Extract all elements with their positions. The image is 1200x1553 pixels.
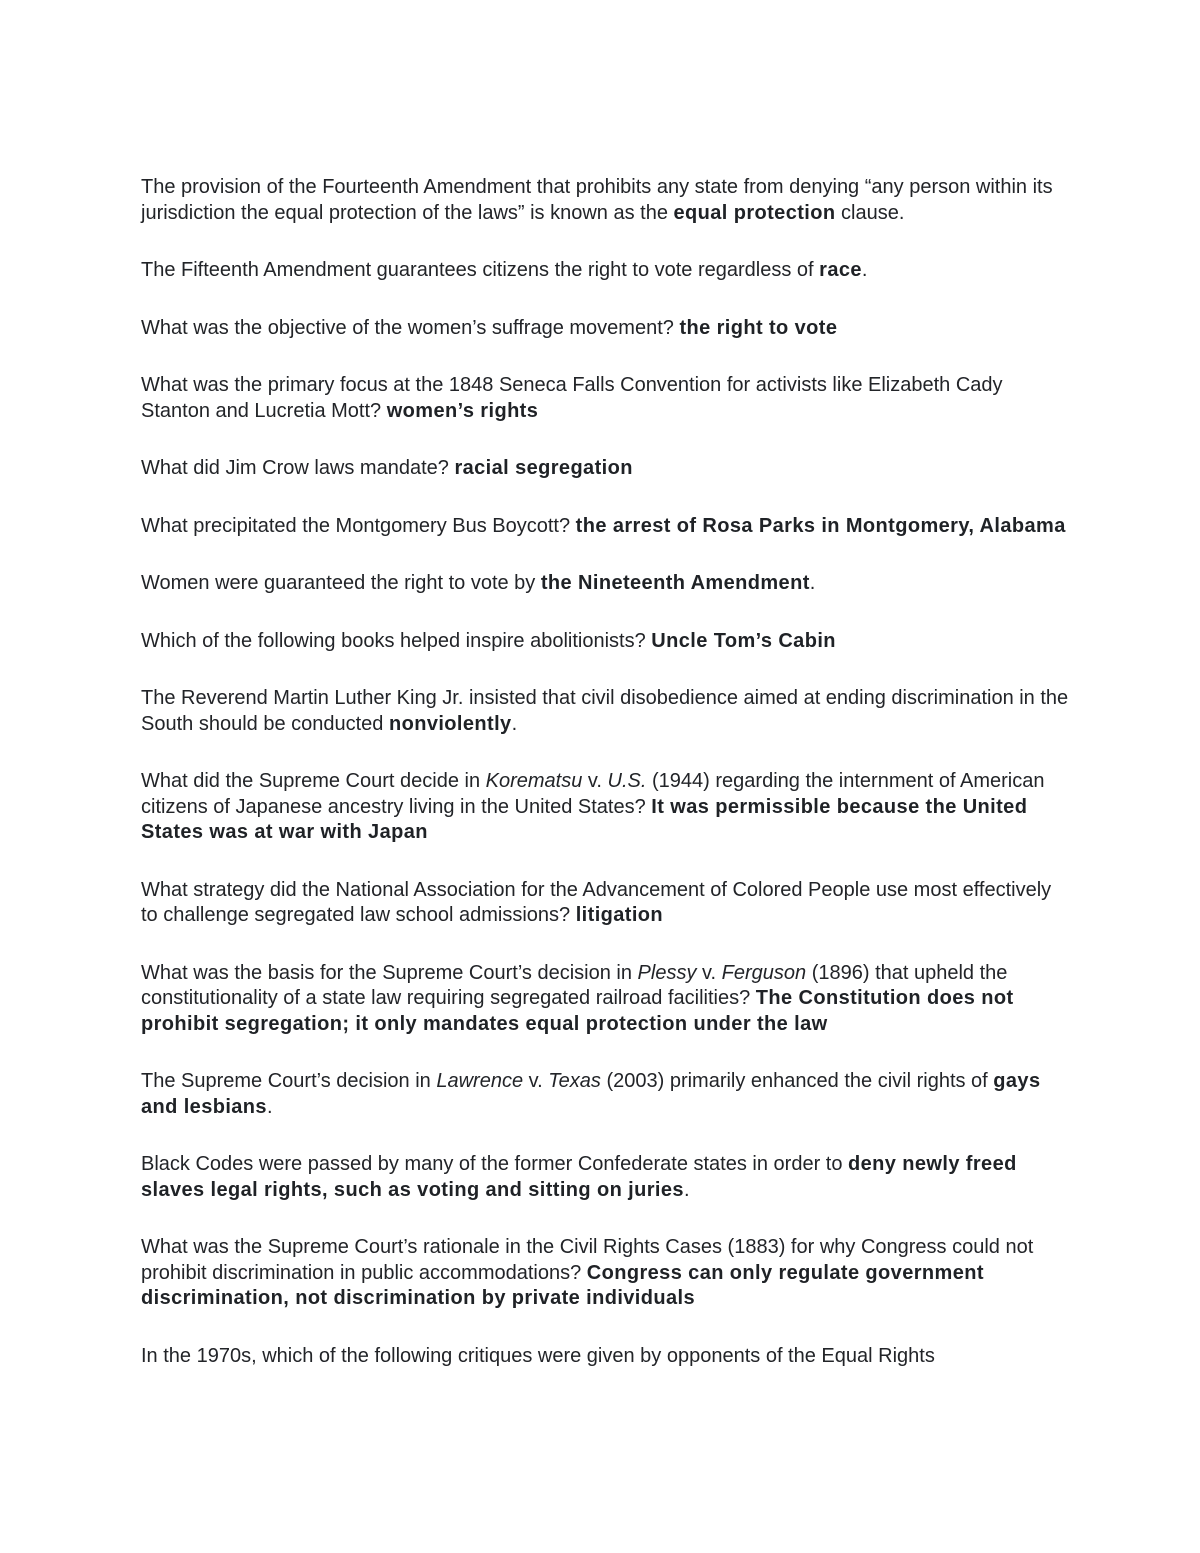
answer-text: nonviolently xyxy=(388,712,512,735)
text-run: Black Codes were passed by many of the former Confederate states in order to xyxy=(141,1153,849,1175)
paragraph-black-codes xyxy=(141,1152,1071,1203)
text-run: clause. xyxy=(835,201,905,224)
text-run: . xyxy=(266,1095,273,1118)
text-run: The Supreme Court’s decision in xyxy=(141,1070,437,1092)
text-run: . xyxy=(511,712,518,735)
paragraph-fourteenth-amendment xyxy=(141,175,1071,226)
text-run: What was the objective of the women’s suffrage movement? xyxy=(141,316,680,339)
case-name: Texas xyxy=(548,1070,601,1092)
text-run: What strategy did the National Association for the Advancement of Colored People use most effectively to challenge segregated law school admissions? xyxy=(141,878,1052,926)
document-page xyxy=(141,175,1071,1401)
text-run: . xyxy=(809,572,816,594)
answer-text: Uncle Tom’s Cabin xyxy=(651,629,836,652)
answer-text: equal protection xyxy=(673,201,836,224)
paragraph-montgomery-boycott xyxy=(141,514,1071,540)
paragraph-nineteenth-amendment xyxy=(141,571,1071,597)
text-run: v. xyxy=(582,770,608,792)
text-run: . xyxy=(683,1178,690,1201)
answer-text: litigation xyxy=(575,904,664,926)
paragraph-seneca-falls xyxy=(141,373,1071,424)
paragraph-civil-rights-cases xyxy=(141,1235,1071,1312)
answer-text: Congress can only regulate government discrimination, not discrimination by private individuals xyxy=(141,1261,984,1309)
paragraph-fifteenth-amendment xyxy=(141,258,1071,284)
paragraph-lawrence xyxy=(141,1069,1071,1120)
answer-text: gays and lesbians xyxy=(141,1070,1041,1118)
text-run: What was the basis for the Supreme Court’s decision in xyxy=(141,961,638,984)
paragraph-abolitionist-books xyxy=(141,629,1071,655)
answer-text: The Constitution does not prohibit segregation; it only mandates equal protection under the law xyxy=(141,987,1014,1035)
case-name: Ferguson xyxy=(721,961,807,984)
text-run: The Reverend Martin Luther King Jr. insisted that civil disobedience aimed at ending discrimination in the South should be conducted xyxy=(141,687,1069,735)
answer-text: race xyxy=(819,259,862,281)
paragraph-naacp-strategy xyxy=(141,878,1071,929)
text-run: (1896) that upheld the constitutionality of a state law requiring segregated railroad facilities? xyxy=(141,961,1008,1009)
answer-text: the arrest of Rosa Parks in Montgomery, Alabama xyxy=(575,514,1066,537)
text-run: What did Jim Crow laws mandate? xyxy=(141,457,455,479)
text-run: (2003) primarily enhanced the civil rights of xyxy=(600,1070,994,1092)
paragraph-plessy xyxy=(141,961,1071,1038)
text-run: What precipitated the Montgomery Bus Boycott? xyxy=(141,514,576,537)
paragraph-mlk-nonviolence xyxy=(141,686,1071,737)
answer-text: women’s rights xyxy=(386,399,539,422)
text-run: The Fifteenth Amendment guarantees citizens the right to vote regardless of xyxy=(141,259,820,281)
paragraph-jim-crow xyxy=(141,456,1071,482)
text-run: What was the primary focus at the 1848 Seneca Falls Convention for activists like Elizabeth Cady Stanton and Lucretia Mott? xyxy=(141,374,1003,422)
case-name: Plessy xyxy=(637,961,697,984)
text-run: Women were guaranteed the right to vote by xyxy=(141,572,541,594)
paragraph-korematsu xyxy=(141,769,1071,846)
text-run: What was the Supreme Court’s rationale in the Civil Rights Cases (1883) for why Congress could not prohibit discrimination in public accommodations? xyxy=(141,1236,1034,1284)
answer-text: racial segregation xyxy=(454,457,633,479)
answer-text: deny newly freed slaves legal rights, such as voting and sitting on juries xyxy=(141,1153,1017,1201)
text-run: The provision of the Fourteenth Amendment that prohibits any state from denying “any person within its jurisdiction the equal protection of the laws” is known as the xyxy=(141,176,1053,224)
paragraph-suffrage-movement xyxy=(141,316,1071,342)
text-run: v. xyxy=(523,1070,549,1092)
paragraph-equal-rights-amendment xyxy=(141,1344,1071,1370)
case-name: U.S. xyxy=(607,770,647,792)
case-name: Lawrence xyxy=(436,1070,524,1092)
text-run: In the 1970s, which of the following critiques were given by opponents of the Equal Rights xyxy=(141,1344,935,1367)
text-run: v. xyxy=(696,961,722,984)
case-name: Korematsu xyxy=(485,770,583,792)
text-run: What did the Supreme Court decide in xyxy=(141,770,486,792)
text-run: (1944) regarding the internment of American citizens of Japanese ancestry living in the United States? xyxy=(141,770,1045,818)
answer-text: the Nineteenth Amendment xyxy=(540,572,810,594)
answer-text: It was permissible because the United States was at war with Japan xyxy=(141,795,1028,843)
answer-text: the right to vote xyxy=(679,316,838,339)
text-run: Which of the following books helped inspire abolitionists? xyxy=(141,629,652,652)
text-run: . xyxy=(861,259,868,281)
